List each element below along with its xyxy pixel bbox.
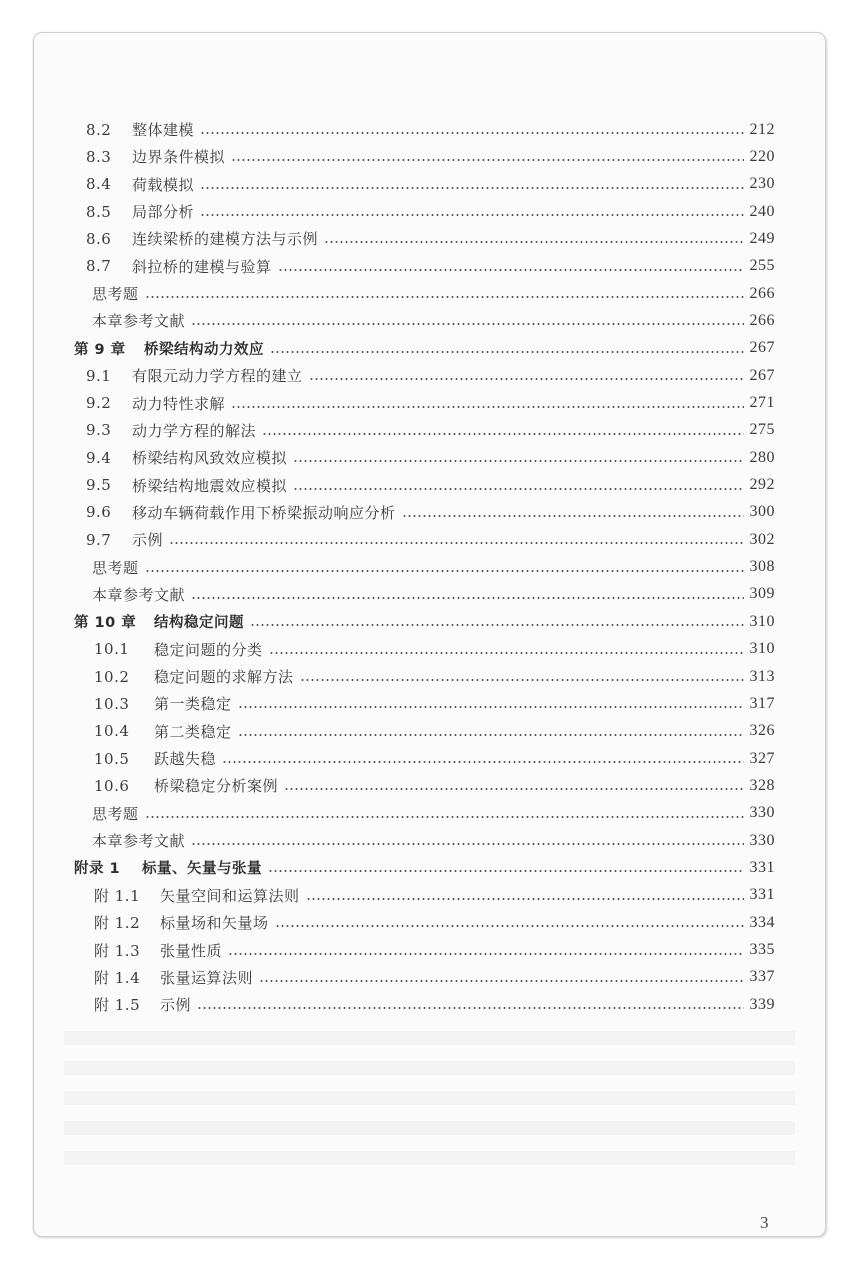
toc-entry-number: 9.7 [86, 530, 112, 549]
toc-entry-number: 10.2 [94, 667, 130, 686]
dot-leader [300, 679, 744, 681]
toc-entry [34, 417, 825, 444]
toc-entry [34, 827, 825, 854]
toc-entry-page: 267 [749, 339, 775, 357]
toc-entry-title: 张量性质 [160, 941, 223, 960]
toc-entry [34, 800, 825, 827]
toc-entry-page: 330 [749, 831, 775, 849]
dot-leader [324, 241, 744, 243]
toc-entry [34, 171, 825, 198]
toc-entry-number: 9.6 [86, 503, 112, 522]
dot-leader [306, 898, 744, 900]
toc-entry-title: 桥梁结构地震效应模拟 [132, 476, 288, 495]
toc-entry [34, 581, 825, 608]
toc-entry-page: 335 [749, 941, 775, 958]
dot-leader [269, 652, 744, 654]
toc-entry [34, 225, 825, 252]
dot-leader [231, 159, 744, 161]
toc-entry [34, 772, 825, 799]
dot-leader [222, 761, 744, 763]
toc-entry-title: 桥梁结构动力效应 [144, 341, 264, 358]
toc-entry-title: 本章参考文献 [92, 312, 186, 331]
toc-entry [34, 390, 825, 417]
toc-entry-page: 308 [749, 558, 775, 576]
toc-entry-page: 220 [749, 147, 775, 165]
toc-entry-number: 9.2 [86, 394, 112, 412]
toc-entry-title: 稳定问题的求解方法 [154, 668, 294, 686]
toc-entry-page: 330 [749, 804, 775, 822]
toc-entry-title: 本章参考文献 [92, 832, 186, 851]
toc-entry-title: 标量、矢量与张量 [142, 861, 262, 878]
toc-chapter-entry [34, 854, 825, 881]
dot-leader [191, 843, 744, 845]
toc-entry-title: 结构稳定问题 [154, 615, 244, 632]
toc-entry-title: 移动车辆荷载作用下桥梁振动响应分析 [132, 503, 396, 522]
toc-entry [34, 882, 825, 909]
dot-leader [402, 515, 744, 517]
toc-entry-page: 266 [749, 311, 775, 329]
toc-entry-page: 212 [749, 120, 775, 138]
dot-leader [200, 132, 744, 134]
toc-entry-page: 230 [749, 175, 775, 193]
table-of-contents [34, 33, 825, 1236]
dot-leader [145, 570, 744, 572]
toc-entry-title: 思考题 [92, 804, 139, 823]
dot-leader [238, 706, 744, 708]
toc-chapter-entry [34, 335, 825, 362]
toc-entry-page: 255 [749, 257, 775, 275]
toc-entry-number: 8.5 [86, 202, 112, 221]
page-number-footer: 3 [760, 1213, 769, 1232]
dot-leader [145, 296, 744, 298]
toc-entry [34, 745, 825, 772]
dot-leader [169, 542, 744, 544]
toc-entry-number: 8.2 [86, 120, 112, 139]
toc-entry [34, 718, 825, 745]
toc-entry [34, 526, 825, 553]
toc-entry [34, 991, 825, 1018]
toc-entry-page: 271 [749, 394, 775, 411]
dot-leader [284, 788, 744, 790]
toc-entry-page: 300 [749, 503, 775, 521]
toc-entry-page: 313 [749, 667, 775, 685]
toc-entry [34, 280, 825, 307]
toc-entry-number: 附录 1 [74, 861, 121, 878]
toc-entry-number: 10.3 [94, 694, 130, 713]
toc-entry-number: 9.5 [86, 476, 112, 495]
toc-entry-page: 309 [749, 585, 775, 603]
dot-leader [200, 214, 744, 216]
toc-entry-title: 矢量空间和运算法则 [160, 886, 300, 905]
toc-entry-title: 整体建模 [132, 121, 195, 139]
dot-leader [262, 433, 744, 435]
dot-leader [293, 488, 744, 490]
dot-leader [191, 597, 744, 599]
toc-entry-number: 10.4 [94, 722, 130, 741]
toc-entry-title: 边界条件模拟 [132, 148, 226, 167]
toc-entry-page: 310 [749, 640, 775, 658]
toc-entry-title: 有限元动力学方程的建立 [132, 367, 303, 386]
dot-leader [197, 1007, 744, 1009]
toc-entry [34, 964, 825, 991]
toc-entry-page: 328 [749, 776, 775, 794]
toc-entry-page: 331 [749, 858, 775, 876]
toc-entry-page: 240 [749, 202, 775, 220]
dot-leader [278, 269, 744, 271]
toc-entry-title: 跃越失稳 [154, 750, 217, 769]
toc-entry-number: 9.1 [86, 366, 112, 385]
toc-entry-number: 附 1.1 [94, 886, 141, 905]
toc-entry-page: 331 [749, 886, 775, 904]
toc-entry-title: 局部分析 [132, 203, 195, 222]
toc-entry-page: 292 [749, 476, 775, 494]
toc-entry-title: 张量运算法则 [160, 968, 254, 987]
toc-entry-title: 动力学方程的解法 [132, 421, 257, 440]
toc-entry-number: 8.3 [86, 147, 112, 166]
toc-entry-title: 桥梁结构风致效应模拟 [132, 449, 288, 468]
toc-entry-title: 荷载模拟 [132, 175, 195, 194]
toc-entry [34, 636, 825, 663]
toc-entry-title: 连续梁桥的建模方法与示例 [132, 230, 319, 249]
toc-entry [34, 499, 825, 526]
toc-entry-title: 本章参考文献 [92, 585, 186, 604]
toc-entry-page: 280 [749, 448, 775, 466]
toc-entry-page: 302 [749, 530, 775, 548]
dot-leader [259, 980, 744, 982]
toc-entry-number: 9.3 [86, 421, 112, 440]
toc-entry-number: 10.1 [94, 640, 130, 659]
dot-leader [191, 323, 744, 325]
toc-entry-page: 327 [749, 749, 775, 767]
toc-entry [34, 116, 825, 143]
toc-entry-number: 附 1.2 [94, 914, 141, 933]
dot-leader [275, 925, 744, 927]
toc-entry-title: 斜拉桥的建模与验算 [132, 257, 272, 276]
toc-entry-title: 第一类稳定 [154, 695, 232, 714]
dot-leader [238, 734, 744, 736]
toc-entry-number: 10.6 [94, 776, 130, 795]
toc-entry [34, 663, 825, 690]
toc-entry-number: 第 10 章 [74, 615, 137, 632]
dot-leader [231, 406, 744, 408]
toc-entry-page: 317 [749, 694, 775, 712]
toc-chapter-entry [34, 608, 825, 635]
dot-leader [145, 816, 744, 818]
book-page [33, 32, 826, 1237]
toc-entry-number: 附 1.4 [94, 968, 141, 987]
toc-entry-page: 267 [749, 366, 775, 384]
dot-leader [228, 953, 744, 955]
dot-leader [268, 870, 744, 872]
toc-entry-number: 8.4 [86, 175, 112, 194]
toc-entry-page: 310 [749, 612, 775, 630]
toc-entry-number: 第 9 章 [74, 341, 126, 358]
dot-leader [200, 187, 744, 189]
toc-entry [34, 554, 825, 581]
toc-entry [34, 909, 825, 936]
toc-entry [34, 937, 825, 964]
toc-entry-page: 266 [749, 284, 775, 302]
toc-entry-number: 10.5 [94, 749, 130, 768]
toc-entry-number: 附 1.3 [94, 941, 141, 960]
toc-entry-title: 稳定问题的分类 [154, 640, 263, 659]
toc-entry-page: 339 [749, 995, 775, 1013]
toc-entry-page: 275 [749, 421, 775, 439]
dot-leader [270, 351, 744, 353]
toc-entry-number: 9.4 [86, 448, 112, 467]
toc-entry-title: 示例 [132, 531, 164, 550]
toc-entry [34, 253, 825, 280]
toc-entry-number: 8.7 [86, 257, 112, 276]
toc-entry [34, 444, 825, 471]
dot-leader [293, 460, 744, 462]
toc-entry-number: 8.6 [86, 229, 112, 248]
toc-entry-title: 桥梁稳定分析案例 [154, 777, 279, 796]
toc-entry [34, 143, 825, 170]
toc-entry-title: 示例 [160, 996, 192, 1015]
toc-entry [34, 690, 825, 717]
toc-entry-title: 标量场和矢量场 [160, 914, 269, 933]
toc-entry-title: 动力特性求解 [132, 394, 226, 413]
toc-entry [34, 362, 825, 389]
toc-entry-page: 334 [749, 913, 775, 931]
dot-leader [250, 624, 744, 626]
toc-entry [34, 472, 825, 499]
toc-entry-page: 337 [749, 968, 775, 986]
toc-entry-title: 思考题 [92, 558, 139, 577]
toc-entry [34, 198, 825, 225]
toc-entry-number: 附 1.5 [94, 996, 141, 1015]
toc-entry-page: 326 [749, 722, 775, 740]
toc-entry-title: 第二类稳定 [154, 722, 232, 741]
toc-entry-title: 思考题 [92, 285, 139, 304]
dot-leader [309, 378, 744, 380]
toc-entry [34, 307, 825, 334]
toc-entry-page: 249 [749, 229, 775, 247]
